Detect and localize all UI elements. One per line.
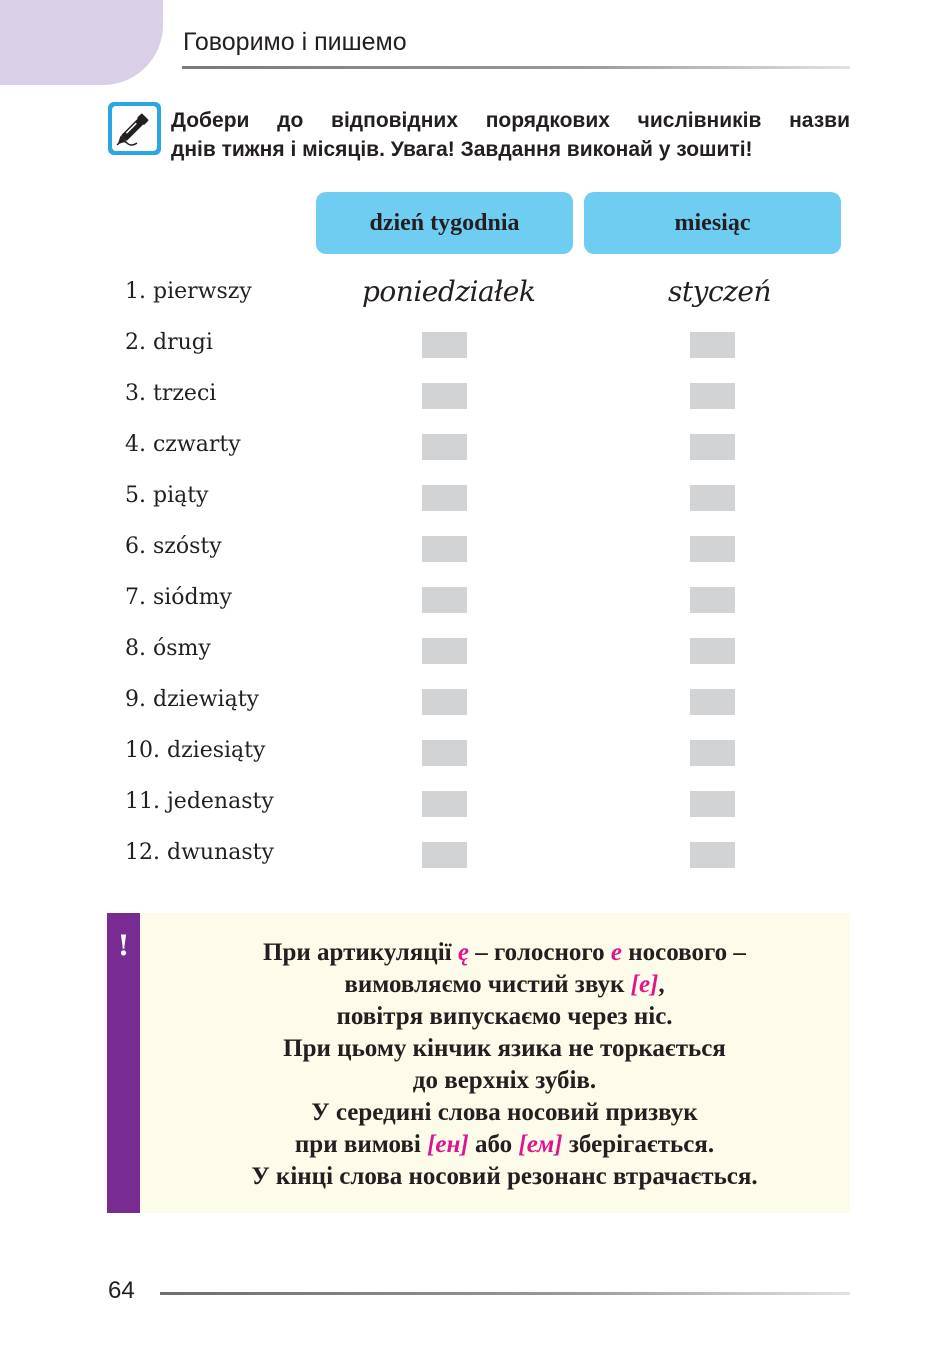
example-day-handwritten: poniedziałek bbox=[362, 275, 536, 308]
column-header-month: miesiąc bbox=[584, 192, 841, 254]
blank-day-box bbox=[422, 332, 467, 358]
ordinal-label: 7. siódmy bbox=[125, 585, 232, 610]
task-instruction-line-2: днів тижня і місяців. Увага! Завдання виконай у зошиті! bbox=[171, 138, 753, 161]
blank-day-box bbox=[422, 587, 467, 613]
note-text bbox=[147, 937, 862, 1193]
column-header-day: dzień tygodnia bbox=[316, 192, 573, 254]
page-number: 64 bbox=[108, 1277, 135, 1304]
ordinal-label: 2. drugi bbox=[125, 330, 213, 355]
pen-writing-icon bbox=[107, 101, 162, 156]
blank-month-box bbox=[690, 638, 735, 664]
ordinal-label: 8. ósmy bbox=[125, 636, 211, 661]
exclamation-icon: ! bbox=[117, 929, 130, 962]
note-line-4: При цьому кінчик язика не торкається bbox=[283, 1035, 726, 1062]
note-line-6: У середині слова носовий призвук bbox=[311, 1099, 698, 1126]
task-instruction bbox=[171, 106, 850, 164]
ordinal-label: 10. dziesiąty bbox=[125, 738, 266, 763]
blank-day-box bbox=[422, 434, 467, 460]
blank-month-box bbox=[690, 434, 735, 460]
note-line-3: повітря випускаємо через ніс. bbox=[336, 1003, 673, 1030]
ordinal-label: 4. czwarty bbox=[125, 432, 241, 457]
note-box bbox=[107, 913, 850, 1213]
note-line-8: У кінці слова носовий резонанс втрачається. bbox=[251, 1163, 758, 1190]
ordinal-label: 3. trzeci bbox=[125, 381, 217, 406]
ordinal-label: 5. piąty bbox=[125, 483, 209, 508]
blank-day-box bbox=[422, 383, 467, 409]
note-line-2: вимовляємо чистий звук [е], bbox=[344, 971, 665, 998]
blank-day-box bbox=[422, 689, 467, 715]
blank-month-box bbox=[690, 740, 735, 766]
blank-month-box bbox=[690, 485, 735, 511]
blank-day-box bbox=[422, 485, 467, 511]
note-line-5: до верхніх зубів. bbox=[412, 1067, 597, 1094]
example-month-handwritten: styczeń bbox=[668, 275, 771, 308]
ordinal-label: 12. dwunasty bbox=[125, 840, 274, 865]
blank-month-box bbox=[690, 791, 735, 817]
note-line-7: при вимові [ен] або [ем] зберігається. bbox=[294, 1131, 715, 1158]
blank-day-box bbox=[422, 842, 467, 868]
ordinal-label: 9. dziewiąty bbox=[125, 687, 259, 712]
blank-day-box bbox=[422, 536, 467, 562]
corner-tab bbox=[0, 0, 163, 85]
blank-day-box bbox=[422, 638, 467, 664]
blank-month-box bbox=[690, 536, 735, 562]
blank-day-box bbox=[422, 791, 467, 817]
blank-month-box bbox=[690, 332, 735, 358]
blank-month-box bbox=[690, 383, 735, 409]
blank-month-box bbox=[690, 689, 735, 715]
header-rule bbox=[182, 66, 850, 69]
blank-month-box bbox=[690, 587, 735, 613]
blank-month-box bbox=[690, 842, 735, 868]
task-instruction-line-1: Добери до відповідних порядкових числівників назви bbox=[171, 109, 850, 132]
ordinal-label: 1. pierwszy bbox=[125, 279, 252, 304]
ordinal-label: 6. szósty bbox=[125, 534, 222, 559]
blank-day-box bbox=[422, 740, 467, 766]
section-title: Говоримо і пишемо bbox=[183, 28, 407, 56]
note-line-1: При артикуляції ę – голосного е носового – bbox=[263, 939, 746, 966]
footer-rule bbox=[160, 1292, 850, 1295]
ordinal-label: 11. jedenasty bbox=[125, 789, 274, 814]
